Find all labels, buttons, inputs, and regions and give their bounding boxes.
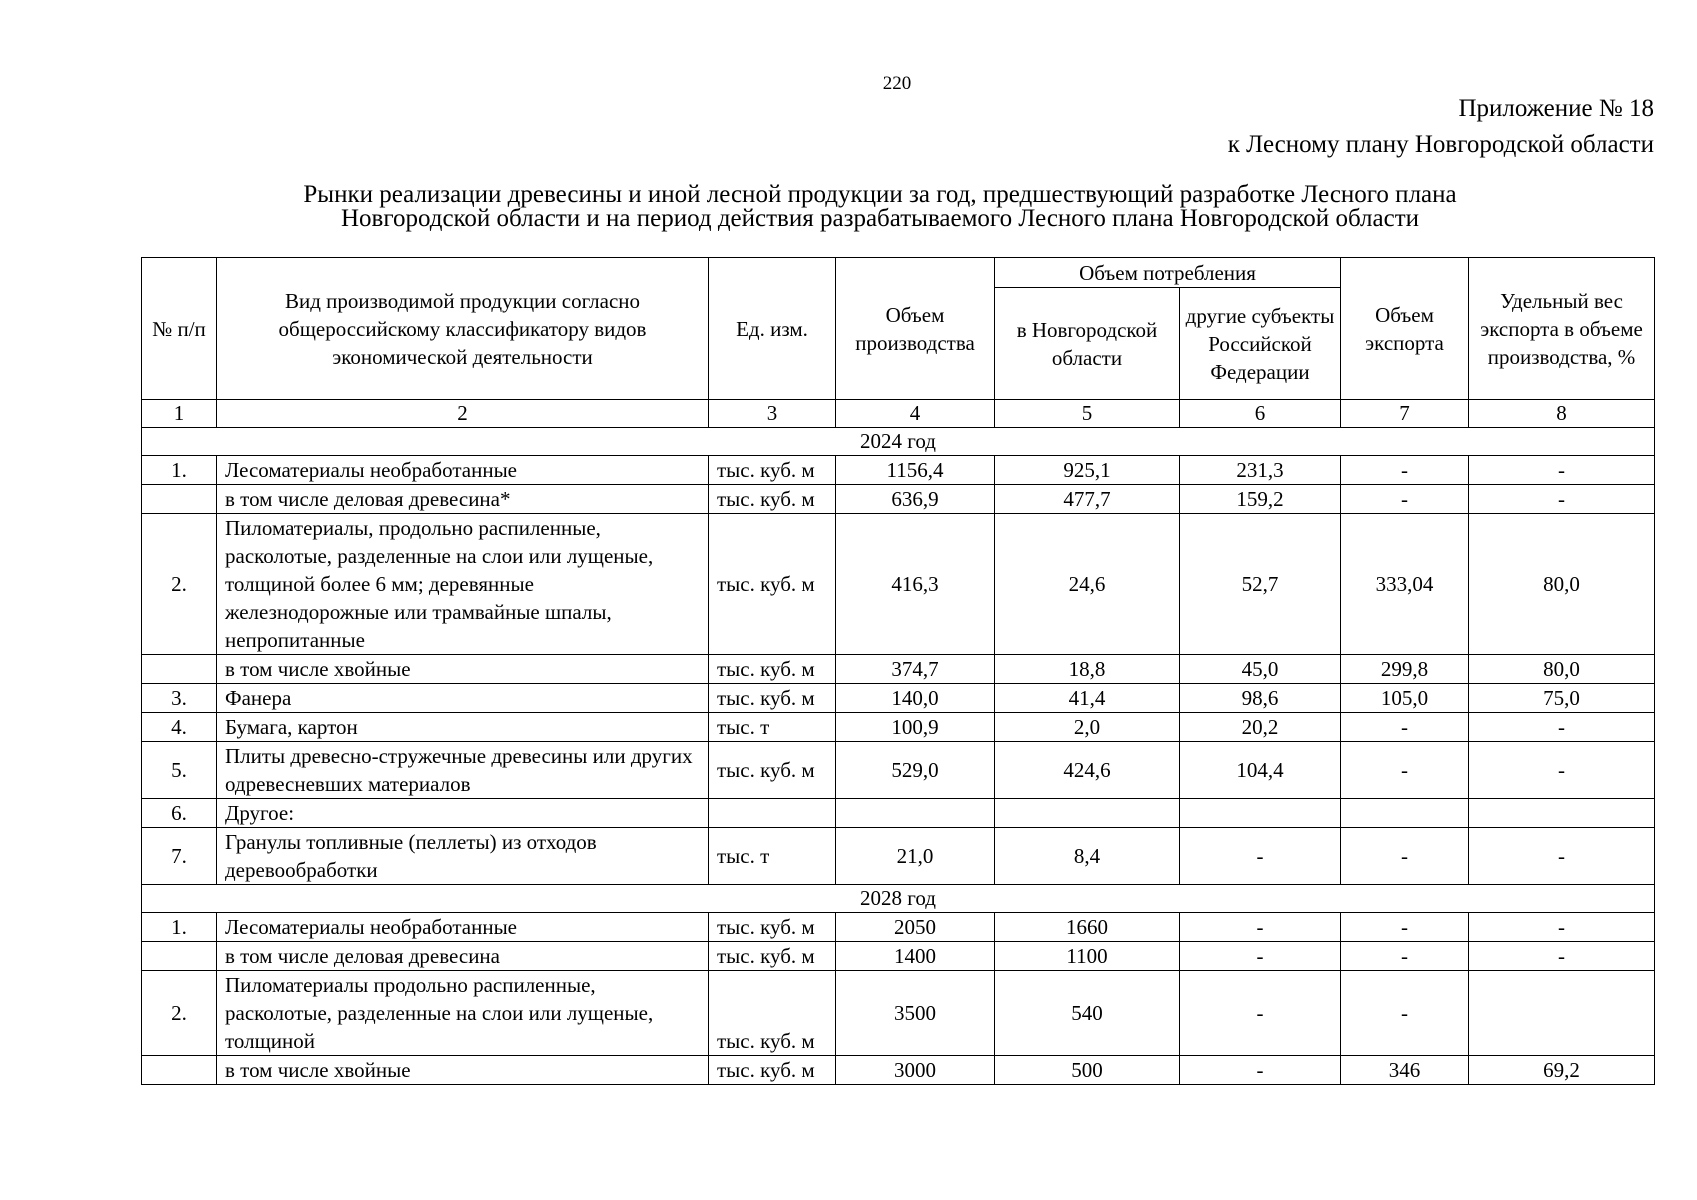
- cell-num: 1.: [142, 456, 217, 485]
- cell-unit: [709, 799, 836, 828]
- cell-export: -: [1341, 742, 1469, 799]
- table-row: [142, 799, 1655, 828]
- cell-name: Плиты древесно-стружечные древесины или других одревесневших материалов: [217, 742, 709, 799]
- table-row: [142, 942, 1655, 971]
- cell-production: 529,0: [836, 742, 995, 799]
- cell-num: 2.: [142, 514, 217, 655]
- table-row: [142, 655, 1655, 684]
- header-production: Объем производства: [836, 258, 995, 400]
- year-label: 2028 год: [142, 885, 1655, 913]
- appendix-number: Приложение № 18: [1458, 95, 1654, 122]
- cell-unit: тыс. куб. м: [709, 655, 836, 684]
- header-export-share: Удельный вес экспорта в объеме производства, %: [1469, 258, 1655, 400]
- cell-unit: тыс. т: [709, 828, 836, 885]
- table-row: [142, 485, 1655, 514]
- header-consumption-region: в Новгородской области: [995, 288, 1180, 400]
- cell-cons-region: 540: [995, 971, 1180, 1056]
- cell-num: [142, 485, 217, 514]
- cell-production: 374,7: [836, 655, 995, 684]
- cell-share: -: [1469, 713, 1655, 742]
- cell-cons-region: 8,4: [995, 828, 1180, 885]
- table-row: [142, 828, 1655, 885]
- cell-export: -: [1341, 485, 1469, 514]
- cell-share: [1469, 799, 1655, 828]
- cell-num: 6.: [142, 799, 217, 828]
- cell-name: Фанера: [217, 684, 709, 713]
- cell-unit: тыс. куб. м: [709, 514, 836, 655]
- cell-share: -: [1469, 485, 1655, 514]
- column-number-3: 3: [709, 400, 836, 428]
- cell-cons-region: 24,6: [995, 514, 1180, 655]
- cell-cons-other: [1180, 799, 1341, 828]
- cell-production: 2050: [836, 913, 995, 942]
- cell-cons-other: 231,3: [1180, 456, 1341, 485]
- cell-share: 80,0: [1469, 514, 1655, 655]
- cell-cons-other: 104,4: [1180, 742, 1341, 799]
- cell-unit: тыс. куб. м: [709, 485, 836, 514]
- cell-production: 1156,4: [836, 456, 995, 485]
- year-row: [142, 885, 1655, 913]
- column-number-1: 1: [142, 400, 217, 428]
- cell-name: в том числе деловая древесина: [217, 942, 709, 971]
- cell-cons-region: [995, 799, 1180, 828]
- table-row: [142, 514, 1655, 655]
- cell-production: 3000: [836, 1056, 995, 1085]
- cell-name: в том числе деловая древесина*: [217, 485, 709, 514]
- cell-num: 5.: [142, 742, 217, 799]
- table-row: [142, 742, 1655, 799]
- column-number-7: 7: [1341, 400, 1469, 428]
- table-row: [142, 971, 1655, 1056]
- table-row: [142, 684, 1655, 713]
- header-consumption-other: другие субъекты Российской Федерации: [1180, 288, 1341, 400]
- cell-share: -: [1469, 913, 1655, 942]
- cell-cons-region: 2,0: [995, 713, 1180, 742]
- cell-share: 80,0: [1469, 655, 1655, 684]
- cell-unit: тыс. куб. м: [709, 1056, 836, 1085]
- cell-export: -: [1341, 971, 1469, 1056]
- cell-production: 1400: [836, 942, 995, 971]
- cell-num: 3.: [142, 684, 217, 713]
- cell-name: Лесоматериалы необработанные: [217, 913, 709, 942]
- cell-share: -: [1469, 456, 1655, 485]
- cell-cons-region: 424,6: [995, 742, 1180, 799]
- cell-num: [142, 942, 217, 971]
- cell-cons-region: 1100: [995, 942, 1180, 971]
- cell-production: 3500: [836, 971, 995, 1056]
- cell-export: -: [1341, 828, 1469, 885]
- cell-cons-other: 159,2: [1180, 485, 1341, 514]
- cell-cons-other: -: [1180, 971, 1341, 1056]
- cell-unit: тыс. куб. м: [709, 942, 836, 971]
- column-number-8: 8: [1469, 400, 1655, 428]
- cell-production: 140,0: [836, 684, 995, 713]
- cell-name: Бумага, картон: [217, 713, 709, 742]
- cell-export: -: [1341, 942, 1469, 971]
- column-numbers-row: [142, 400, 1655, 428]
- cell-num: [142, 655, 217, 684]
- cell-name: в том числе хвойные: [217, 655, 709, 684]
- cell-share: -: [1469, 742, 1655, 799]
- cell-cons-other: 98,6: [1180, 684, 1341, 713]
- cell-name: в том числе хвойные: [217, 1056, 709, 1085]
- document-title-line-2: Новгородской области и на период действия разрабатываемого Лесного плана Новгородской области: [340, 205, 1420, 232]
- cell-production: [836, 799, 995, 828]
- cell-unit: тыс. т: [709, 713, 836, 742]
- document-title-line-1: Рынки реализации древесины и иной лесной продукции за год, предшествующий разработке Лесного плана: [303, 181, 1457, 208]
- header-consumption: Объем потребления: [995, 258, 1341, 288]
- cell-cons-other: -: [1180, 1056, 1341, 1085]
- cell-production: 416,3: [836, 514, 995, 655]
- cell-share: 75,0: [1469, 684, 1655, 713]
- cell-production: 636,9: [836, 485, 995, 514]
- cell-cons-other: -: [1180, 828, 1341, 885]
- cell-cons-other: 20,2: [1180, 713, 1341, 742]
- column-number-4: 4: [836, 400, 995, 428]
- cell-num: [142, 1056, 217, 1085]
- cell-name: Пиломатериалы продольно распиленные, расколотые, разделенные на слои или лущеные, толщиной: [217, 971, 709, 1056]
- document-title: [200, 183, 1560, 231]
- cell-export: 346: [1341, 1056, 1469, 1085]
- table-row: [142, 713, 1655, 742]
- header-export: Объем экспорта: [1341, 258, 1469, 400]
- table-body: [142, 428, 1655, 1085]
- table-row: [142, 1056, 1655, 1085]
- cell-export: -: [1341, 456, 1469, 485]
- header-unit: Ед. изм.: [709, 258, 836, 400]
- cell-export: 333,04: [1341, 514, 1469, 655]
- cell-name: Пиломатериалы, продольно распиленные, расколотые, разделенные на слои или лущеные, толщиной более 6 мм; деревянные железнодорожные или трамвайные шпалы, непропитанные: [217, 514, 709, 655]
- cell-cons-other: 45,0: [1180, 655, 1341, 684]
- table-row: [142, 456, 1655, 485]
- cell-cons-region: 500: [995, 1056, 1180, 1085]
- cell-num: 1.: [142, 913, 217, 942]
- column-number-6: 6: [1180, 400, 1341, 428]
- cell-unit: тыс. куб. м: [709, 742, 836, 799]
- cell-name: Гранулы топливные (пеллеты) из отходов деревообработки: [217, 828, 709, 885]
- year-row: [142, 428, 1655, 456]
- cell-production: 100,9: [836, 713, 995, 742]
- appendix-reference: к Лесному плану Новгородской области: [1227, 131, 1654, 158]
- column-number-2: 2: [217, 400, 709, 428]
- cell-export: 105,0: [1341, 684, 1469, 713]
- cell-cons-region: 18,8: [995, 655, 1180, 684]
- cell-export: 299,8: [1341, 655, 1469, 684]
- cell-share: [1469, 971, 1655, 1056]
- cell-unit: тыс. куб. м: [709, 456, 836, 485]
- cell-cons-region: 925,1: [995, 456, 1180, 485]
- cell-num: 2.: [142, 971, 217, 1056]
- cell-cons-region: 1660: [995, 913, 1180, 942]
- cell-cons-region: 41,4: [995, 684, 1180, 713]
- cell-cons-region: 477,7: [995, 485, 1180, 514]
- cell-cons-other: -: [1180, 942, 1341, 971]
- year-label: 2024 год: [142, 428, 1655, 456]
- cell-production: 21,0: [836, 828, 995, 885]
- cell-share: -: [1469, 828, 1655, 885]
- cell-export: -: [1341, 913, 1469, 942]
- header-product: Вид производимой продукции согласно общероссийскому классификатору видов экономической деятельности: [217, 258, 709, 400]
- cell-cons-other: 52,7: [1180, 514, 1341, 655]
- header-number: № п/п: [142, 258, 217, 400]
- cell-cons-other: -: [1180, 913, 1341, 942]
- table-row: [142, 913, 1655, 942]
- page-number: 220: [882, 73, 912, 94]
- cell-share: 69,2: [1469, 1056, 1655, 1085]
- cell-num: 4.: [142, 713, 217, 742]
- column-number-5: 5: [995, 400, 1180, 428]
- cell-share: -: [1469, 942, 1655, 971]
- cell-num: 7.: [142, 828, 217, 885]
- cell-export: -: [1341, 713, 1469, 742]
- cell-name: Другое:: [217, 799, 709, 828]
- cell-name: Лесоматериалы необработанные: [217, 456, 709, 485]
- timber-markets-table: [141, 257, 1655, 1085]
- cell-unit: тыс. куб. м: [709, 971, 836, 1056]
- cell-unit: тыс. куб. м: [709, 913, 836, 942]
- cell-unit: тыс. куб. м: [709, 684, 836, 713]
- cell-export: [1341, 799, 1469, 828]
